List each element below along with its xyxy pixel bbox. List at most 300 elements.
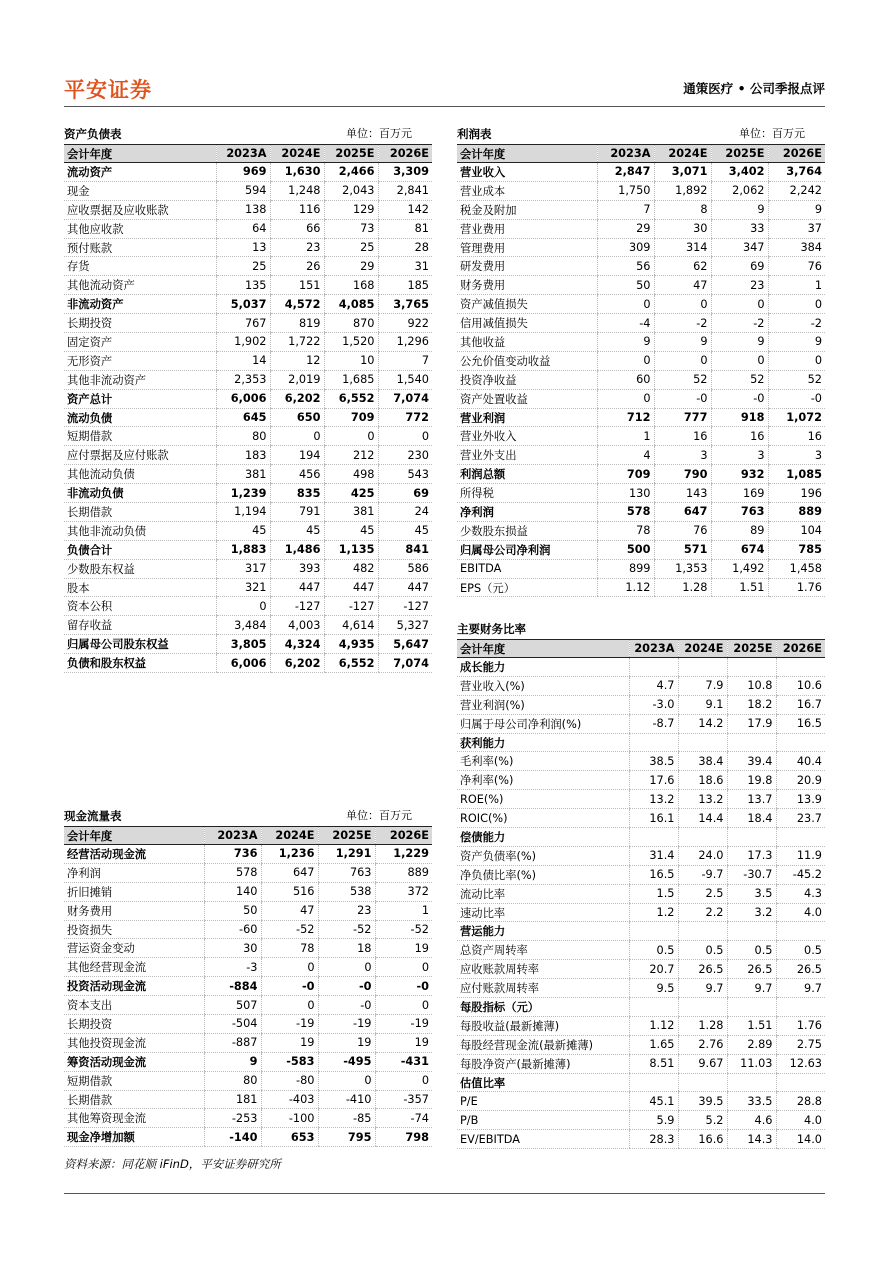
cell-value: -52	[375, 920, 432, 939]
cell-value: 13.7	[727, 790, 776, 809]
row-label: 长期投资	[64, 1015, 204, 1034]
cell-value: 23	[270, 238, 324, 257]
cell-value	[727, 828, 776, 847]
cash-flow-title: 现金流量表	[64, 809, 122, 823]
cell-value: 1	[768, 276, 825, 295]
balance-sheet-unit: 单位：百万元	[346, 127, 412, 140]
cell-value: 11.9	[776, 846, 825, 865]
cell-value: 969	[216, 163, 270, 182]
table-row	[64, 465, 432, 484]
cell-value: 9.5	[629, 979, 678, 998]
cell-value: 11.03	[727, 1054, 776, 1073]
cell-value: 38.5	[629, 752, 678, 771]
cell-value: 3.5	[727, 884, 776, 903]
cell-value: 19	[375, 1033, 432, 1052]
cell-value: 0	[270, 427, 324, 446]
cell-value: 1,892	[654, 181, 711, 200]
cell-value: 372	[375, 882, 432, 901]
row-label: 其他非流动资产	[64, 370, 216, 389]
table-row	[64, 920, 432, 939]
cell-value: 0	[768, 295, 825, 314]
row-label: 财务费用	[64, 901, 204, 920]
row-label: 存货	[64, 257, 216, 276]
table-row	[64, 882, 432, 901]
cell-value: 52	[654, 370, 711, 389]
table-row	[457, 979, 825, 998]
cell-value: 26.5	[727, 960, 776, 979]
table-row	[64, 370, 432, 389]
cell-value	[629, 1073, 678, 1092]
table-row	[457, 903, 825, 922]
row-label: 营业成本	[457, 181, 597, 200]
cell-value: 516	[261, 882, 318, 901]
table-row	[457, 790, 825, 809]
cell-value: 1,486	[270, 540, 324, 559]
cell-value: 777	[654, 408, 711, 427]
cell-value: 0	[597, 295, 654, 314]
cell-value: 45	[270, 521, 324, 540]
table-row	[64, 1109, 432, 1128]
cell-value: 543	[378, 465, 432, 484]
cell-value: 0	[318, 1071, 375, 1090]
row-label: 其他应收款	[64, 219, 216, 238]
table-row	[64, 578, 432, 597]
cell-value	[629, 733, 678, 752]
cell-value: 5,327	[378, 616, 432, 635]
cell-value: 5.2	[678, 1111, 727, 1130]
table-row	[457, 484, 825, 503]
cell-value: 763	[318, 863, 375, 882]
cell-value: 772	[378, 408, 432, 427]
cell-value: 73	[324, 219, 378, 238]
cell-value: -0	[711, 389, 768, 408]
cell-value: 18.6	[678, 771, 727, 790]
cell-value: 6,006	[216, 389, 270, 408]
column-header-year: 2023A	[216, 145, 270, 163]
table-row	[457, 427, 825, 446]
row-label: 固定资产	[64, 333, 216, 352]
row-label: 成长能力	[457, 658, 629, 677]
row-label: 负债合计	[64, 540, 216, 559]
cell-value	[678, 733, 727, 752]
column-header-year: 2025E	[324, 145, 378, 163]
cell-value: 6,006	[216, 654, 270, 673]
row-label: 其他流动负债	[64, 465, 216, 484]
cell-value: 653	[261, 1128, 318, 1147]
cell-value: 1,194	[216, 503, 270, 522]
row-label: 应付票据及应付账款	[64, 446, 216, 465]
column-header-year: 2025E	[318, 827, 375, 845]
cell-value: 1,135	[324, 540, 378, 559]
cell-value: 381	[324, 503, 378, 522]
cell-value: 5.9	[629, 1111, 678, 1130]
cell-value: 9	[711, 333, 768, 352]
cell-value: 9	[654, 333, 711, 352]
table-row	[457, 314, 825, 333]
row-label: 其他流动资产	[64, 276, 216, 295]
table-header-row	[64, 145, 432, 163]
cell-value: 19	[375, 939, 432, 958]
row-label: 资本公积	[64, 597, 216, 616]
cell-value: 138	[216, 200, 270, 219]
table-row	[64, 901, 432, 920]
cell-value: 17.9	[727, 714, 776, 733]
cell-value: 1.28	[654, 578, 711, 597]
cell-value: 571	[654, 540, 711, 559]
row-label: 速动比率	[457, 903, 629, 922]
cell-value	[678, 922, 727, 941]
cell-value: 1.12	[597, 578, 654, 597]
table-row	[457, 200, 825, 219]
table-row	[64, 257, 432, 276]
cell-value: -140	[204, 1128, 261, 1147]
cell-value: 7,074	[378, 389, 432, 408]
cell-value: 899	[597, 559, 654, 578]
cell-value: 1,540	[378, 370, 432, 389]
cell-value: 0	[375, 996, 432, 1015]
cell-value: 1	[375, 901, 432, 920]
cell-value: 498	[324, 465, 378, 484]
table-row	[457, 771, 825, 790]
cell-value: -127	[270, 597, 324, 616]
income-statement-unit: 单位：百万元	[739, 127, 805, 140]
cell-value: 12	[270, 351, 324, 370]
row-label: 净利润	[457, 503, 597, 522]
cell-value: 50	[597, 276, 654, 295]
cell-value: 76	[654, 521, 711, 540]
cell-value: 1,520	[324, 333, 378, 352]
row-label: 营业收入	[457, 163, 597, 182]
cell-value: 33.5	[727, 1092, 776, 1111]
cash-flow-table	[64, 826, 432, 1147]
table-row	[64, 484, 432, 503]
cell-value	[678, 1073, 727, 1092]
table-row	[457, 503, 825, 522]
cell-value: 183	[216, 446, 270, 465]
cell-value	[776, 658, 825, 677]
table-row	[457, 295, 825, 314]
cell-value: 795	[318, 1128, 375, 1147]
cell-value: 425	[324, 484, 378, 503]
row-label: 无形资产	[64, 351, 216, 370]
column-header-year: 2023A	[629, 640, 678, 658]
table-row	[64, 1052, 432, 1071]
cell-value: -0	[318, 977, 375, 996]
table-row	[64, 616, 432, 635]
table-row	[64, 521, 432, 540]
cell-value: 89	[711, 521, 768, 540]
cell-value: 39.5	[678, 1092, 727, 1111]
cash-flow-block	[64, 808, 432, 1147]
cell-value: 7	[378, 351, 432, 370]
cell-value: 922	[378, 314, 432, 333]
cell-value: 78	[597, 521, 654, 540]
cell-value: 143	[654, 484, 711, 503]
row-label: 折旧摊销	[64, 882, 204, 901]
row-label: 营业外收入	[457, 427, 597, 446]
row-label: 其他筹资现金流	[64, 1109, 204, 1128]
cell-value: 18	[318, 939, 375, 958]
row-label: 负债和股东权益	[64, 654, 216, 673]
row-label: ROIC(%)	[457, 809, 629, 828]
table-row	[457, 521, 825, 540]
table-row	[64, 977, 432, 996]
column-header-year: 2026E	[776, 640, 825, 658]
cell-value: 1.65	[629, 1035, 678, 1054]
cell-value: -52	[261, 920, 318, 939]
cell-value: 45	[216, 521, 270, 540]
cell-value: 647	[261, 863, 318, 882]
cell-value: 13.2	[678, 790, 727, 809]
cell-value: 0.5	[678, 941, 727, 960]
cell-value: 1.76	[768, 578, 825, 597]
row-label: 营业外支出	[457, 446, 597, 465]
row-label: 毛利率(%)	[457, 752, 629, 771]
row-label: 短期借款	[64, 427, 216, 446]
cell-value: 168	[324, 276, 378, 295]
table-row	[457, 941, 825, 960]
cell-value: 0.5	[727, 941, 776, 960]
cell-value	[629, 828, 678, 847]
row-label: 归属于母公司净利润(%)	[457, 714, 629, 733]
cell-value: 0	[654, 351, 711, 370]
cell-value: -504	[204, 1015, 261, 1034]
cell-value: 507	[204, 996, 261, 1015]
cell-value: 1,248	[270, 181, 324, 200]
row-label: 每股指标（元）	[457, 998, 629, 1017]
cell-value: 712	[597, 408, 654, 427]
row-label: 总资产周转率	[457, 941, 629, 960]
report-header-title: 通策医疗 • 公司季报点评	[683, 81, 825, 96]
cell-value: 8.51	[629, 1054, 678, 1073]
section-row	[457, 733, 825, 752]
cell-value: 1,630	[270, 163, 324, 182]
table-row	[457, 370, 825, 389]
cell-value: 26	[270, 257, 324, 276]
table-row	[64, 295, 432, 314]
row-label: 资本支出	[64, 996, 204, 1015]
cell-value: 30	[204, 939, 261, 958]
column-header-year: 2026E	[378, 145, 432, 163]
cell-value: 4,572	[270, 295, 324, 314]
cell-value: 39.4	[727, 752, 776, 771]
cell-value: 918	[711, 408, 768, 427]
cell-value: 0	[261, 958, 318, 977]
cell-value: 0.5	[629, 941, 678, 960]
column-header-year: 2025E	[727, 640, 776, 658]
table-row	[64, 540, 432, 559]
income-statement-title: 利润表	[457, 127, 492, 141]
cell-value: 5,037	[216, 295, 270, 314]
footer-divider	[64, 1193, 825, 1194]
table-header-row	[457, 145, 825, 163]
cell-value: 10.8	[727, 676, 776, 695]
cell-value: 140	[204, 882, 261, 901]
row-label: P/B	[457, 1111, 629, 1130]
cell-value: 0	[597, 351, 654, 370]
cell-value: 4.0	[776, 903, 825, 922]
cell-value	[678, 828, 727, 847]
cell-value: 185	[378, 276, 432, 295]
table-row	[64, 559, 432, 578]
cell-value: 104	[768, 521, 825, 540]
cell-value: 130	[597, 484, 654, 503]
cell-value: -8.7	[629, 714, 678, 733]
balance-sheet-title: 资产负债表	[64, 127, 122, 141]
cell-value: 19	[318, 1033, 375, 1052]
cell-value: 1,722	[270, 333, 324, 352]
cell-value: 64	[216, 219, 270, 238]
table-row	[457, 1035, 825, 1054]
cell-value: 709	[324, 408, 378, 427]
cell-value: 647	[654, 503, 711, 522]
cell-value: 17.6	[629, 771, 678, 790]
cell-value: 26.5	[776, 960, 825, 979]
cell-value: 2.76	[678, 1035, 727, 1054]
row-label: 预付账款	[64, 238, 216, 257]
cell-value: 1,085	[768, 465, 825, 484]
cell-value: -2	[654, 314, 711, 333]
table-row	[64, 314, 432, 333]
table-row	[64, 958, 432, 977]
table-row	[64, 276, 432, 295]
column-header-year: 2023A	[204, 827, 261, 845]
cell-value: 9.67	[678, 1054, 727, 1073]
cell-value: 767	[216, 314, 270, 333]
table-header-row	[457, 640, 825, 658]
cell-value: 0	[654, 295, 711, 314]
table-row	[64, 845, 432, 864]
ratios-title: 主要财务比率	[457, 622, 526, 636]
table-row	[64, 1033, 432, 1052]
cell-value: 16	[768, 427, 825, 446]
cell-value: 1,296	[378, 333, 432, 352]
table-row	[64, 200, 432, 219]
row-label: 其他投资现金流	[64, 1033, 204, 1052]
cell-value: 1,229	[375, 845, 432, 864]
cell-value: 26.5	[678, 960, 727, 979]
cell-value: 2,847	[597, 163, 654, 182]
cell-value: 56	[597, 257, 654, 276]
table-row	[64, 597, 432, 616]
cell-value: 932	[711, 465, 768, 484]
cell-value: 785	[768, 540, 825, 559]
cell-value: 9.1	[678, 695, 727, 714]
cell-value: 135	[216, 276, 270, 295]
cell-value: 2,062	[711, 181, 768, 200]
cell-value: 2,043	[324, 181, 378, 200]
cell-value: 30	[654, 219, 711, 238]
cell-value: -19	[318, 1015, 375, 1034]
row-label: 研发费用	[457, 257, 597, 276]
cell-value: 24.0	[678, 846, 727, 865]
row-label: 每股收益(最新摊薄)	[457, 1016, 629, 1035]
cell-value: 0	[375, 958, 432, 977]
cell-value: 578	[204, 863, 261, 882]
cell-value: 347	[711, 238, 768, 257]
table-row	[457, 389, 825, 408]
cell-value: 889	[375, 863, 432, 882]
table-row	[457, 408, 825, 427]
cell-value: 16.1	[629, 809, 678, 828]
cell-value: 321	[216, 578, 270, 597]
cell-value: 889	[768, 503, 825, 522]
cell-value: -4	[597, 314, 654, 333]
row-label: 应收票据及应收账款	[64, 200, 216, 219]
cell-value: -410	[318, 1090, 375, 1109]
cell-value: 819	[270, 314, 324, 333]
cell-value: 52	[768, 370, 825, 389]
cell-value: -127	[378, 597, 432, 616]
cell-value: 4.7	[629, 676, 678, 695]
cell-value: 0	[711, 351, 768, 370]
cell-value: 6,552	[324, 389, 378, 408]
row-label: 所得税	[457, 484, 597, 503]
row-label: 长期借款	[64, 1090, 204, 1109]
cell-value: 45	[378, 521, 432, 540]
row-label: EV/EBITDA	[457, 1130, 629, 1149]
cell-value: 37	[768, 219, 825, 238]
cell-value: 1,072	[768, 408, 825, 427]
row-label: EBITDA	[457, 559, 597, 578]
table-row	[457, 351, 825, 370]
table-row	[457, 163, 825, 182]
cell-value: 1,902	[216, 333, 270, 352]
cell-value: 142	[378, 200, 432, 219]
cell-value: -19	[261, 1015, 318, 1034]
row-label: 少数股东权益	[64, 559, 216, 578]
cell-value: -127	[324, 597, 378, 616]
cell-value: 4,324	[270, 635, 324, 654]
cell-value	[776, 998, 825, 1017]
cell-value: 1.76	[776, 1016, 825, 1035]
cell-value: 0	[378, 427, 432, 446]
cell-value: 18.4	[727, 809, 776, 828]
cell-value: 1,492	[711, 559, 768, 578]
cell-value: 212	[324, 446, 378, 465]
cell-value: -403	[261, 1090, 318, 1109]
table-row	[457, 446, 825, 465]
cell-value: 16.5	[776, 714, 825, 733]
cell-value: 10.6	[776, 676, 825, 695]
cell-value	[678, 658, 727, 677]
row-label: 净利润	[64, 863, 204, 882]
cell-value: -495	[318, 1052, 375, 1071]
table-row	[64, 446, 432, 465]
cell-value	[727, 733, 776, 752]
table-row	[457, 238, 825, 257]
row-label: 每股净资产(最新摊薄)	[457, 1054, 629, 1073]
cell-value: -3.0	[629, 695, 678, 714]
column-header-label: 会计年度	[64, 827, 204, 845]
balance-sheet-table	[64, 144, 432, 673]
cell-value: 2,242	[768, 181, 825, 200]
cell-value: 29	[324, 257, 378, 276]
cell-value: 31.4	[629, 846, 678, 865]
table-row	[457, 1092, 825, 1111]
row-label: 每股经营现金流(最新摊薄)	[457, 1035, 629, 1054]
cell-value: 594	[216, 181, 270, 200]
cell-value: 24	[378, 503, 432, 522]
cell-value: 1,239	[216, 484, 270, 503]
cell-value: -85	[318, 1109, 375, 1128]
cell-value: -100	[261, 1109, 318, 1128]
cell-value: 129	[324, 200, 378, 219]
cell-value: 709	[597, 465, 654, 484]
row-label: 其他收益	[457, 333, 597, 352]
row-label: 获利能力	[457, 733, 629, 752]
cell-value: -52	[318, 920, 375, 939]
